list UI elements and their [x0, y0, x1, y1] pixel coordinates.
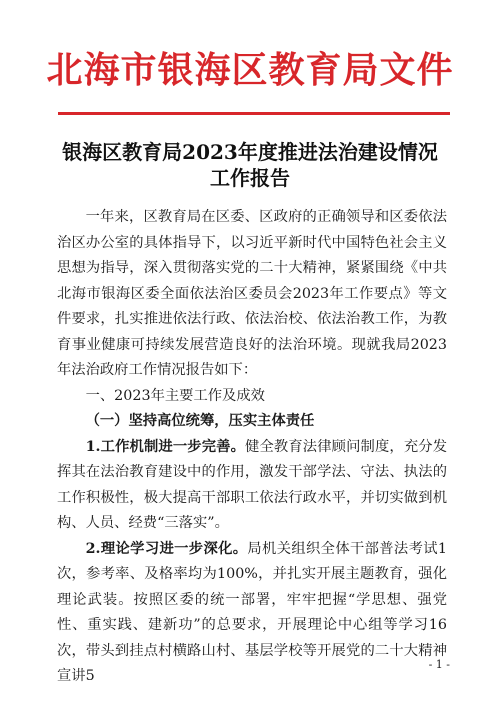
section1-heading: 一、2023年主要工作及成效	[85, 387, 265, 404]
document-title-line2: 工作报告	[210, 166, 290, 190]
item1-text: 健全教育法律顾问制度，充分发挥其在法治教育建设中的作用，激发干部学法、守法、执法的工作积极性，极大提高干部职工依法行政水平，并切实做到机构、人员、经费“三落实”。	[57, 438, 447, 531]
item1-label: 1.工作机制进一步完善。	[85, 438, 246, 455]
intro-paragraph: 一年来，区教育局在区委、区政府的正确领导和区委依法治区办公室的具体指导下，以习近平新时代中国特色社会主义思想为指导，深入贯彻落实党的二十大精神，紧紧围绕《中共北海市银海区委全面依法治区委员会2023年工作要点》等文件要求，扎实推进依法行政、依法治校、依法治教工作，为教育事业健康可持续发展营造良好的法治环境。现就我局2023年法治政府工作情况报告如下：	[57, 209, 447, 378]
document-title	[40, 139, 460, 191]
subsection1-heading: （一）坚持高位统筹，压实主体责任	[85, 413, 315, 429]
issuer-header-title: 北海市银海区教育局文件	[46, 49, 454, 91]
item2-paragraph	[57, 537, 447, 690]
item2-text: 局机关组织全体干部普法考试1次，参考率、及格率均为100%，并扎实开展主题教育，强化理论武装。按照区委的统一部署，牢牢把握“学思想、强党性、重实践、建新功”的总要求，开展理论中心组等学习16次，带头到挂点村横路山村、基层学校等开展党的二十大精神宣讲5	[57, 540, 447, 684]
document-title-line1: 银海区教育局2023年度推进法治建设情况	[62, 140, 438, 164]
header-red-rule	[58, 112, 450, 115]
page-number: - 1 -	[428, 658, 450, 671]
item2-label: 2.理论学习进一步深化。	[85, 540, 248, 557]
item1-paragraph	[57, 435, 447, 537]
document-body	[57, 205, 447, 690]
